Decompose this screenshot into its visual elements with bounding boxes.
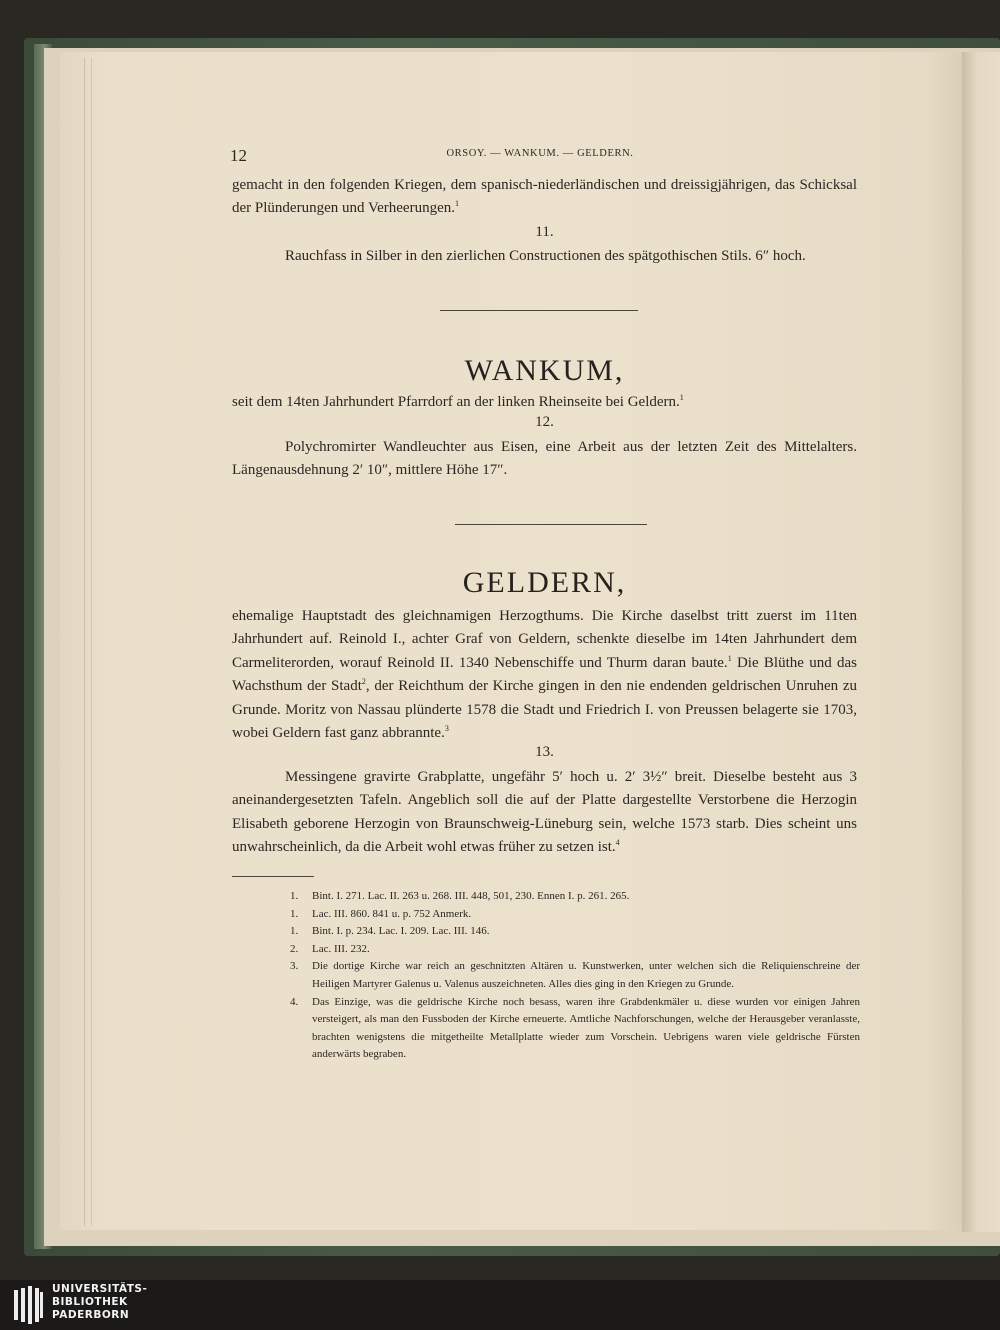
facing-page-edge xyxy=(962,52,1000,1232)
library-logo-icon xyxy=(14,1286,44,1324)
page-edge-lines xyxy=(84,58,92,1226)
footnote-ref: 3 xyxy=(444,724,449,734)
footnote-rule xyxy=(232,876,314,877)
library-name: UNIVERSITÄTS- BIBLIOTHEK PADERBORN xyxy=(52,1283,148,1321)
footnote: 3. Die dortige Kirche war reich an geschnitzten Altären u. Kunstwerken, unter welchen sich die Reliquienschreine der Heiligen Martyrer Galenus u. Valenus auszeichneten. Alles dies ging in den Kriegen zu Grunde. xyxy=(290,960,860,990)
library-footer xyxy=(0,1280,1000,1330)
section-title-geldern: GELDERN, xyxy=(462,566,627,599)
footnote-ref: 1 xyxy=(679,393,684,402)
item-number-13: 13. xyxy=(535,744,554,760)
footnote-ref: 4 xyxy=(615,838,620,848)
geldern-description: ehemalige Hauptstadt des gleichnamigen Herzogthums. Die Kirche daselbst tritt zuerst im 11ten Jahrhundert auf. Reinold I., achter Graf von Geldern, schenkte dieselbe im 14ten Jahrhundert dem Carmeliterorden, worauf Reinold II. 1340 Nebenschiffe und Thurm daran baute.$^1$ Die Blüthe und das Wachsthum der Stadt$^2$, der Reichthum der Kirche gingen in den nie endenden geldrischen Unruhen zu Grunde. Moritz von Nassau plünderte 1578 die Stadt und Friedrich I. von Preussen belagerte sie 1703, wobei Geldern fast ganz abbrannte.$^3$ xyxy=(232,608,858,742)
footnote: 1. Bint. I. p. 234. Lac. I. 209. Lac. III. 146. xyxy=(290,925,490,938)
wankum-intro: seit dem 14ten Jahrhundert Pfarrdorf an der linken Rheinseite bei Geldern.$^1$ xyxy=(232,393,684,410)
page-number: 12 xyxy=(230,146,247,165)
footnote: 1. Lac. III. 860. 841 u. p. 752 Anmerk. xyxy=(290,907,472,920)
footnotes xyxy=(290,888,860,1064)
footnote-ref: 1 xyxy=(727,653,732,663)
footnote: 4. Das Einzige, was die geldrische Kirche noch besass, waren ihre Grabdenkmäler u. diese wurden vor einigen Jahren versteigert, als man den Fussboden der Kirche erneuerte. Amtliche Nachforschungen, welche der Herausgeber veranlasste, brachten wenigstens die mitgetheilte Metallplatte wieder zum Vorschein. Uebrigens waren viele geldrische Fürsten anderwärts begraben. xyxy=(290,995,860,1061)
section-divider xyxy=(440,310,638,311)
running-head: ORSOY. — WANKUM. — GELDERN. xyxy=(446,148,634,159)
footnote-ref: 1 xyxy=(455,199,459,209)
section-title-wankum: WANKUM, xyxy=(464,354,625,387)
item-number-12: 12. xyxy=(535,414,554,430)
item-13-text: Messingene gravirte Grabplatte, ungefähr 5′ hoch u. 2′ 3½″ breit. Dieselbe besteht aus 3 aneinandergesetzten Tafeln. Angeblich soll die auf der Platte dargestellte Verstorbene die Herzogin Elisabeth geborene Herzogin von Braunschweig-Lüneburg sein, welche 1573 starb. Dies scheint uns unwahrscheinlich, da die Arbeit wohl etwas früher zu setzen ist.$^4$ xyxy=(232,769,857,856)
item-number-11: 11. xyxy=(535,224,554,240)
item-12-text: Polychromirter Wandleuchter aus Eisen, eine Arbeit aus der letzten Zeit des Mittelalters. Längenausdehnung 2′ 10″, mittlere Höhe 17″. xyxy=(232,439,857,479)
footnote: 2. Lac. III. 232. xyxy=(290,942,370,955)
orsoy-continuation: gemacht in den folgenden Kriegen, dem spanisch-niederländischen und dreissigjährigen, das Schicksal der Plünderungen und Verheerungen.$^1$ xyxy=(232,177,857,217)
section-divider xyxy=(455,524,647,525)
footnote: 1. Bint. I. 271. Lac. II. 263 u. 268. III. 448, 501, 230. Ennen I. p. 261. 265. xyxy=(290,890,630,902)
item-11-text: Rauchfass in Silber in den zierlichen Constructionen des spätgothischen Stils. 6″ hoch. xyxy=(285,248,806,264)
footnote-ref: 2 xyxy=(361,677,366,687)
